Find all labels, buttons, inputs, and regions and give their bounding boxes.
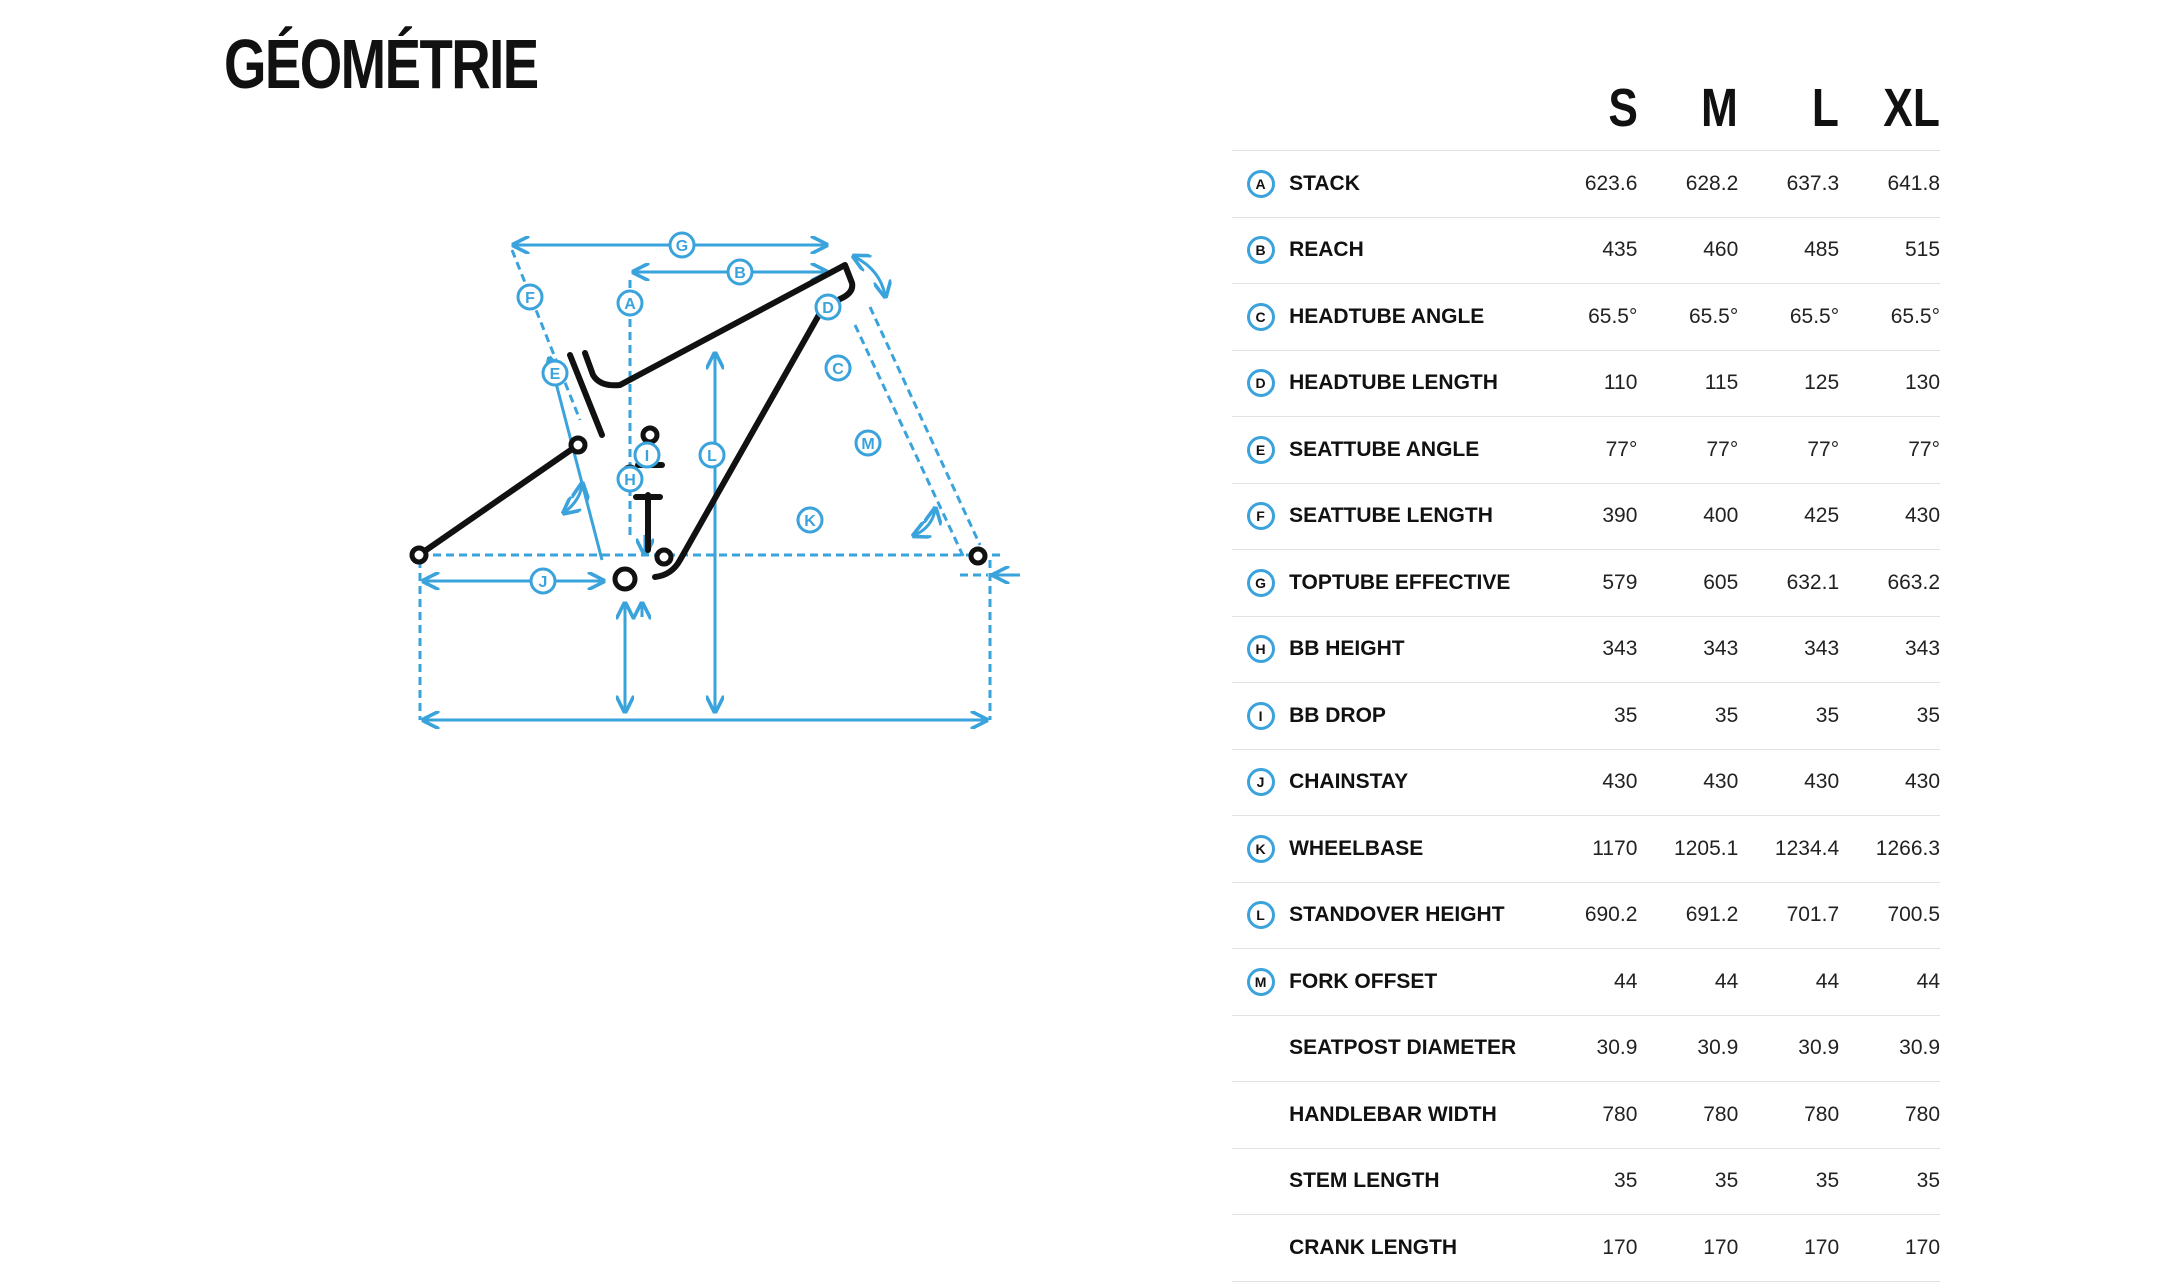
measurement-label: BB HEIGHT: [1289, 637, 1405, 661]
table-row: [1232, 417, 1940, 484]
measurement-letter-badge: D: [1247, 369, 1275, 397]
measurement-value-xl: 343: [1904, 637, 1941, 661]
measurement-value-xl: 780: [1904, 1102, 1941, 1126]
measurement-letter-badge: J: [1247, 768, 1275, 796]
measurement-value-s: 35: [1614, 1169, 1638, 1193]
measurement-value-s: 623.6: [1584, 171, 1638, 195]
measurement-value-xl: 1266.3: [1875, 836, 1941, 860]
measurement-label: CRANK LENGTH: [1289, 1235, 1458, 1259]
measurement-letter-badge: E: [1247, 436, 1275, 464]
measurement-value-l: 632.1: [1786, 570, 1840, 594]
measurement-label: HANDLEBAR WIDTH: [1289, 1102, 1497, 1126]
measurement-value-s: 110: [1603, 371, 1638, 395]
measurement-value-m: 460: [1703, 238, 1739, 262]
measurement-value-l: 343: [1804, 637, 1840, 661]
diagram-letter-text: I: [644, 448, 650, 465]
measurement-value-xl: 130: [1904, 371, 1941, 395]
measurement-value-m: 77°: [1706, 437, 1739, 461]
measurement-label: STACK: [1289, 171, 1360, 195]
table-row: [1232, 883, 1940, 950]
measurement-letter-badge: K: [1247, 835, 1275, 863]
measurement-value-xl: 170: [1904, 1235, 1941, 1259]
measurement-letter-badge: C: [1247, 303, 1275, 331]
diagram-letter-text: D: [822, 300, 834, 317]
measurement-value-m: 44: [1714, 969, 1739, 993]
measurement-value-s: 35: [1614, 703, 1638, 727]
measurement-label: HEADTUBE ANGLE: [1289, 304, 1485, 328]
measurement-value-xl: 700.5: [1887, 903, 1941, 927]
measurement-label: SEATTUBE LENGTH: [1289, 504, 1493, 528]
geometry-rows: [1232, 151, 1940, 1282]
measurement-value-xl: 35: [1916, 703, 1941, 727]
measurement-value-s: 170: [1602, 1235, 1638, 1259]
measurement-value-xl: 663.2: [1887, 570, 1941, 594]
measurement-value-m: 1205.1: [1674, 836, 1739, 860]
diagram-letter-b: [728, 260, 752, 284]
measurement-value-s: 1170: [1592, 836, 1638, 860]
measurement-value-xl: 35: [1916, 1169, 1941, 1193]
measurement-value-m: 170: [1703, 1235, 1739, 1259]
row-letter-cell: [1232, 369, 1289, 397]
measurement-value-l: 30.9: [1798, 1036, 1840, 1060]
measurement-value-m: 30.9: [1697, 1036, 1739, 1060]
measurement-label: STEM LENGTH: [1289, 1169, 1440, 1193]
row-letter-cell: [1232, 901, 1289, 929]
row-letter-cell: [1232, 768, 1289, 796]
diagram-letter-text: F: [525, 290, 535, 307]
diagram-letter-i: [635, 443, 659, 467]
diagram-letter-text: G: [675, 238, 689, 255]
diagram-letter-text: J: [538, 574, 548, 591]
measurement-value-l: 35: [1815, 1169, 1840, 1193]
table-row: [1232, 1082, 1940, 1149]
size-header-s: S: [1607, 78, 1638, 138]
measurement-value-s: 780: [1602, 1102, 1638, 1126]
diagram-letter-l: [700, 443, 724, 467]
measurement-value-m: 605: [1703, 570, 1739, 594]
diagram-letter-labels: [518, 233, 880, 593]
measurement-value-l: 637.3: [1786, 171, 1840, 195]
measurement-value-l: 425: [1804, 504, 1840, 528]
measurement-value-m: 343: [1703, 637, 1739, 661]
measurement-letter-badge: L: [1247, 901, 1275, 929]
measurement-value-xl: 44: [1916, 969, 1941, 993]
measurement-letter-badge: G: [1247, 569, 1275, 597]
page-title: GÉOMÉTRIE: [224, 25, 538, 103]
row-letter-cell: [1232, 236, 1289, 264]
table-row: [1232, 550, 1940, 617]
table-row: [1232, 683, 1940, 750]
table-row: [1232, 151, 1940, 218]
measurement-value-s: 690.2: [1584, 903, 1638, 927]
measurement-label: STANDOVER HEIGHT: [1289, 903, 1505, 927]
diagram-letter-h: [618, 467, 642, 491]
measurement-value-l: 35: [1815, 703, 1840, 727]
measurement-value-m: 780: [1703, 1102, 1739, 1126]
measurement-letter-badge: F: [1247, 502, 1275, 530]
diagram-letter-text: C: [832, 361, 844, 378]
measurement-label: SEATTUBE ANGLE: [1289, 437, 1480, 461]
row-letter-cell: [1232, 635, 1289, 663]
table-row: [1232, 1149, 1940, 1216]
table-row: [1232, 351, 1940, 418]
measurement-value-l: 701.7: [1786, 903, 1840, 927]
measurement-label: FORK OFFSET: [1289, 969, 1438, 993]
diagram-letter-text: E: [549, 366, 561, 383]
table-row: [1232, 1215, 1940, 1282]
table-row: [1232, 617, 1940, 684]
diagram-letter-k: [798, 508, 822, 532]
measurement-value-l: 65.5°: [1789, 304, 1840, 328]
diagram-letter-g: [670, 233, 694, 257]
measurement-value-xl: 77°: [1908, 437, 1941, 461]
diagram-letter-text: K: [804, 513, 816, 530]
table-row: [1232, 484, 1940, 551]
measurement-value-s: 65.5°: [1588, 304, 1638, 328]
size-header-l: L: [1812, 78, 1840, 138]
diagram-letter-text: A: [624, 296, 636, 313]
measurement-label: CHAINSTAY: [1289, 770, 1409, 794]
measurement-value-m: 628.2: [1685, 171, 1739, 195]
measurement-value-l: 125: [1804, 371, 1840, 395]
diagram-letter-text: L: [707, 448, 717, 465]
frame-pivots: [412, 428, 985, 589]
measurement-value-s: 343: [1602, 637, 1638, 661]
diagram-letter-j: [531, 569, 555, 593]
geometry-table: [1232, 68, 1940, 1282]
diagram-letter-text: M: [861, 436, 875, 453]
measurement-letter-badge: M: [1247, 968, 1275, 996]
row-letter-cell: [1232, 569, 1289, 597]
measurement-value-xl: 30.9: [1899, 1036, 1941, 1060]
table-row: [1232, 1016, 1940, 1083]
measurement-label: BB DROP: [1289, 703, 1386, 727]
table-row: [1232, 949, 1940, 1016]
measurement-value-s: 430: [1602, 770, 1638, 794]
measurement-value-xl: 430: [1904, 504, 1941, 528]
row-letter-cell: [1232, 702, 1289, 730]
measurement-label: REACH: [1289, 238, 1364, 262]
row-letter-cell: [1232, 303, 1289, 331]
diagram-letter-c: [826, 356, 850, 380]
row-letter-cell: [1232, 968, 1289, 996]
measurement-value-s: 77°: [1605, 437, 1638, 461]
measurement-label: HEADTUBE LENGTH: [1289, 371, 1498, 395]
measurement-value-l: 77°: [1807, 437, 1840, 461]
measurement-value-xl: 515: [1904, 238, 1941, 262]
diagram-letter-d: [816, 295, 840, 319]
measurement-value-l: 170: [1804, 1235, 1840, 1259]
measurement-value-s: 390: [1602, 504, 1638, 528]
diagram-letter-f: [518, 285, 542, 309]
measurement-letter-badge: B: [1247, 236, 1275, 264]
size-header-row: [1232, 68, 1940, 151]
diagram-letter-m: [856, 431, 880, 455]
table-row: [1232, 284, 1940, 351]
table-row: [1232, 218, 1940, 285]
diagram-letter-e: [543, 361, 567, 385]
geometry-diagram-svg: [380, 215, 1060, 735]
measurement-value-m: 400: [1703, 504, 1739, 528]
measurement-lines: [420, 250, 1000, 720]
measurement-value-m: 35: [1714, 1169, 1739, 1193]
measurement-value-xl: 430: [1904, 770, 1941, 794]
row-letter-cell: [1232, 436, 1289, 464]
measurement-value-xl: 641.8: [1887, 171, 1941, 195]
measurement-label: WHEELBASE: [1289, 836, 1424, 860]
measurement-letter-badge: I: [1247, 702, 1275, 730]
measurement-value-l: 485: [1804, 238, 1840, 262]
measurement-label: SEATPOST DIAMETER: [1289, 1036, 1517, 1060]
diagram-letter-text: H: [624, 472, 636, 489]
row-letter-cell: [1232, 835, 1289, 863]
table-row: [1232, 750, 1940, 817]
measurement-value-m: 430: [1703, 770, 1739, 794]
measurement-value-s: 44: [1614, 969, 1638, 993]
geometry-diagram: [380, 215, 1060, 735]
measurement-value-s: 30.9: [1596, 1036, 1638, 1060]
diagram-letter-a: [618, 291, 642, 315]
measurement-letter-badge: A: [1247, 170, 1275, 198]
measurement-value-l: 44: [1815, 969, 1840, 993]
measurement-value-l: 780: [1804, 1102, 1840, 1126]
measurement-value-l: 1234.4: [1774, 836, 1840, 860]
size-header-xl: XL: [1883, 78, 1941, 138]
diagram-letter-text: B: [734, 265, 746, 282]
row-letter-cell: [1232, 502, 1289, 530]
row-letter-cell: [1232, 170, 1289, 198]
measurement-value-l: 430: [1804, 770, 1840, 794]
size-header-m: M: [1701, 78, 1739, 138]
measurement-value-s: 579: [1602, 570, 1638, 594]
measurement-value-m: 691.2: [1685, 903, 1739, 927]
measurement-value-xl: 65.5°: [1890, 304, 1941, 328]
measurement-value-m: 65.5°: [1688, 304, 1739, 328]
table-row: [1232, 816, 1940, 883]
measurement-label: TOPTUBE EFFECTIVE: [1289, 570, 1511, 594]
measurement-value-m: 35: [1714, 703, 1739, 727]
measurement-letter-badge: H: [1247, 635, 1275, 663]
measurement-value-m: 115: [1704, 371, 1739, 395]
measurement-value-s: 435: [1602, 238, 1638, 262]
